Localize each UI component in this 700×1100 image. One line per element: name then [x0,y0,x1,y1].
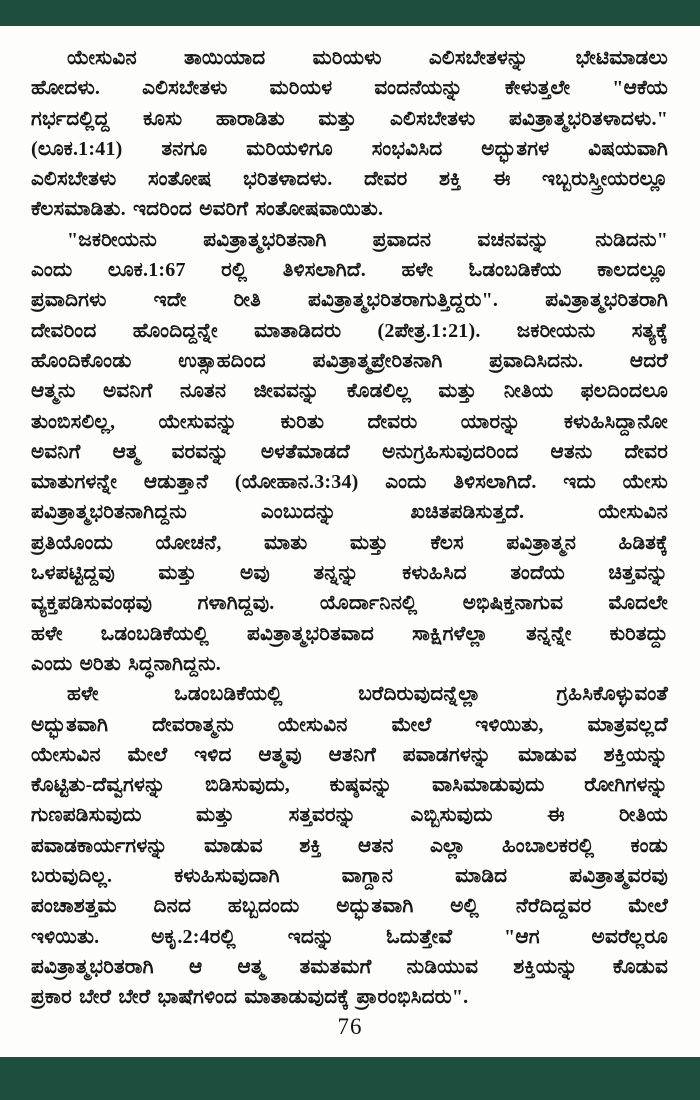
text-line: ಅವನಿಗೆ ಆತ್ಮ ವರವನ್ನು ಅಳತೆಮಾಡದೆ ಅನುಗ್ರಹಿಸುವುದರಿಂದ ಆತನು ದೇವರ [31,440,668,463]
text-line: ಬರುವುದಿಲ್ಲ. ಕಳುಹಿಸುವುದಾಗಿ ವಾಗ್ದಾನ ಮಾಡಿದ ಪವಿತ್ರಾತ್ಮವರವು [31,865,668,888]
text-line: ಕೊಟ್ಟಿತು-ದೆವ್ವಗಳನ್ನು ಬಿಡಿಸುವುದು, ಕುಷ್ಠವನ್ನು ವಾಸಿಮಾಡುವುದು ರೋಗಿಗಳನ್ನು [31,774,668,797]
text-line: ಹಳೇ ಒಡಂಬಡಿಕೆಯಲ್ಲಿ ಬರೆದಿರುವುದನ್ನೆಲ್ಲಾ ಗ್ರಹಿಸಿಕೊಳ್ಳುವಂತೆ [67,683,668,706]
text-line: ವ್ಯಕ್ತಪಡಿಸುವಂಥವು ಗಳಾಗಿದ್ದವು. ಯೊರ್ದಾನಿನಲ್ಲಿ ಅಭಿಷಿಕ್ತನಾಗುವ ಮೊದಲೇ [31,592,668,615]
page-number: 76 [337,1014,363,1039]
text-line: ತುಂಬಿಸಲಿಲ್ಲ, ಯೇಸುವನ್ನು ಕುರಿತು ದೇವರು ಯಾರನ್ನು ಕಳುಹಿಸಿದ್ದಾನೋ [31,410,668,433]
text-line: ಪಂಚಾಶತ್ತಮ ದಿನದ ಹಬ್ಬದಂದು ಅದ್ಭುತವಾಗಿ ಅಲ್ಲಿ ನೆರೆದಿದ್ದವರ ಮೇಲೆ [31,895,668,918]
text-line: ಯೇಸುವಿನ ತಾಯಿಯಾದ ಮರಿಯಳು ಎಲಿಸಬೇತಳನ್ನು ಭೇಟಿಮಾಡಲು [67,47,668,69]
text-line: ಹೊಂದಿಕೊಂಡು ಉತ್ಸಾಹದಿಂದ ಪವಿತ್ರಾತ್ಮಪ್ರೇರಿತನಾಗಿ ಪ್ರವಾದಿಸಿದನು. ಆದರೆ [31,349,668,372]
text-line: ಇಳಿಯಿತು. ಅಕೃ.2:4ರಲ್ಲಿ ಇದನ್ನು ಓದುತ್ತೇವೆ "ಆಗ ಅವರೆಲ್ಲರೂ [31,925,668,948]
text-line: ಒಳಪಟ್ಟಿದ್ದವು ಮತ್ತು ಅವು ತನ್ನನ್ನು ಕಳುಹಿಸಿದ ತಂದೆಯ ಚಿತ್ತವನ್ನು [31,562,668,585]
text-line: ಪ್ರವಾದಿಗಳು ಇದೇ ರೀತಿ ಪವಿತ್ರಾತ್ಮಭರಿತರಾಗುತ್ತಿದ್ದರು". ಪವಿತ್ರಾತ್ಮಭರಿತರಾಗಿ [31,289,668,312]
paragraph [31,679,668,1012]
bottom-scan-border [0,1057,700,1100]
text-line: ಪವಿತ್ರಾತ್ಮಭರಿತನಾಗಿದ್ದನು ಎಂಬುದನ್ನು ಖಚಿತಪಡಿಸುತ್ತದೆ. ಯೇಸುವಿನ [31,501,668,524]
text-line: ಪವಿತ್ರಾತ್ಮಭರಿತರಾಗಿ ಆ ಆತ್ಮ ತಮತಮಗೆ ನುಡಿಯುವ ಶಕ್ತಿಯನ್ನು ಕೊಡುವ [31,955,668,978]
top-scan-border [0,0,700,26]
text-line: ಎಂದು ಅರಿತು ಸಿದ್ಧನಾಗಿದ್ದನು. [31,652,221,675]
text-line: "ಜಕರೀಯನು ಪವಿತ್ರಾತ್ಮಭರಿತನಾಗಿ ಪ್ರವಾದನ ವಚನವನ್ನು ನುಡಿದನು" [67,228,668,251]
text-line: ಹೋದಳು. ಎಲಿಸಬೇತಳು ಮರಿಯಳ ವಂದನೆಯನ್ನು ಕೇಳುತ್ತಲೇ "ಆಕೆಯ [31,77,668,100]
paragraph [31,43,668,225]
text-line: ಕೆಲಸಮಾಡಿತು. ಇದರಿಂದ ಅವರಿಗೆ ಸಂತೋಷವಾಯಿತು. [31,198,384,221]
text-line: ಅದ್ಭುತವಾಗಿ ದೇವರಾತ್ಮನು ಯೇಸುವಿನ ಮೇಲೆ ಇಳಿಯಿತು, ಮಾತ್ರವಲ್ಲದೆ [31,713,668,736]
text-line: ಎಲಿಸಬೇತಳು ಸಂತೋಷ ಭರಿತಳಾದಳು. ದೇವರ ಶಕ್ತಿ ಈ ಇಬ್ಬರುಸ್ತ್ರೀಯರಲ್ಲೂ [31,168,668,191]
text-block [0,26,700,1013]
paragraph [31,225,668,679]
text-line: ಗರ್ಭದಲ್ಲಿದ್ದ ಕೂಸು ಹಾರಾಡಿತು ಮತ್ತು ಎಲಿಸಬೇತಳು ಪವಿತ್ರಾತ್ಮಭರಿತಳಾದಳು." [31,107,668,130]
text-line: ಆತ್ಮನು ಅವನಿಗೆ ನೂತನ ಜೀವವನ್ನು ಕೊಡಲಿಲ್ಲ ಮತ್ತು ನೀತಿಯ ಫಲದಿಂದಲೂ [31,380,668,403]
text-line: ಪ್ರತಿಯೊಂದು ಯೋಚನೆ, ಮಾತು ಮತ್ತು ಕೆಲಸ ಪವಿತ್ರಾತ್ಮನ ಹಿಡಿತಕ್ಕೆ [31,531,668,554]
text-line: ಎಂದು ಲೂಕ.1:67 ರಲ್ಲಿ ತಿಳಿಸಲಾಗಿದೆ. ಹಳೇ ಓಡಂಬಡಿಕೆಯ ಕಾಲದಲ್ಲೂ [31,259,668,282]
text-line: ದೇವರಿಂದ ಹೊಂದಿದ್ದನ್ನೇ ಮಾತಾಡಿದರು (2ಪೇತ್ರ.1:21). ಜಕರೀಯನು ಸತ್ಯಕ್ಕೆ [31,319,668,342]
text-line: ಪ್ರಕಾರ ಬೇರೆ ಬೇರೆ ಭಾಷೆಗಳಿಂದ ಮಾತಾಡುವುದಕ್ಕೆ ಪ್ರಾರಂಭಿಸಿದರು". [31,986,469,1009]
text-line: ಗುಣಪಡಿಸುವುದು ಮತ್ತು ಸತ್ತವರನ್ನು ಎಬ್ಬಿಸುವುದು ಈ ರೀತಿಯ [31,804,668,827]
text-line: ಯೇಸುವಿನ ಮೇಲೆ ಇಳಿದ ಆತ್ಮವು ಆತನಿಗೆ ಪವಾಡಗಳನ್ನು ಮಾಡುವ ಶಕ್ತಿಯನ್ನು [31,743,668,766]
text-line: (ಲೂಕ.1:41) ತನಗೂ ಮರಿಯಳಿಗೂ ಸಂಭವಿಸಿದ ಅದ್ಭುತಗಳ ವಿಷಯವಾಗಿ [31,137,668,160]
text-line: ಮಾತುಗಳನ್ನೇ ಆಡುತ್ತಾನೆ (ಯೋಹಾನ.3:34) ಎಂದು ತಿಳಿಸಲಾಗಿದೆ. ಇದು ಯೇಸು [31,471,668,494]
text-line: ಹಳೇ ಒಡಂಬಡಿಕೆಯಲ್ಲಿ ಪವಿತ್ರಾತ್ಮಭರಿತವಾದ ಸಾಕ್ಷಿಗಳೆಲ್ಲಾ ತನ್ನನ್ನೇ ಕುರಿತದ್ದು [31,622,668,645]
text-line: ಪವಾಡಕಾರ್ಯಗಳನ್ನು ಮಾಡುವ ಶಕ್ತಿ ಆತನ ಎಲ್ಲಾ ಹಿಂಬಾಲಕರಲ್ಲಿ ಕಂಡು [31,834,668,857]
